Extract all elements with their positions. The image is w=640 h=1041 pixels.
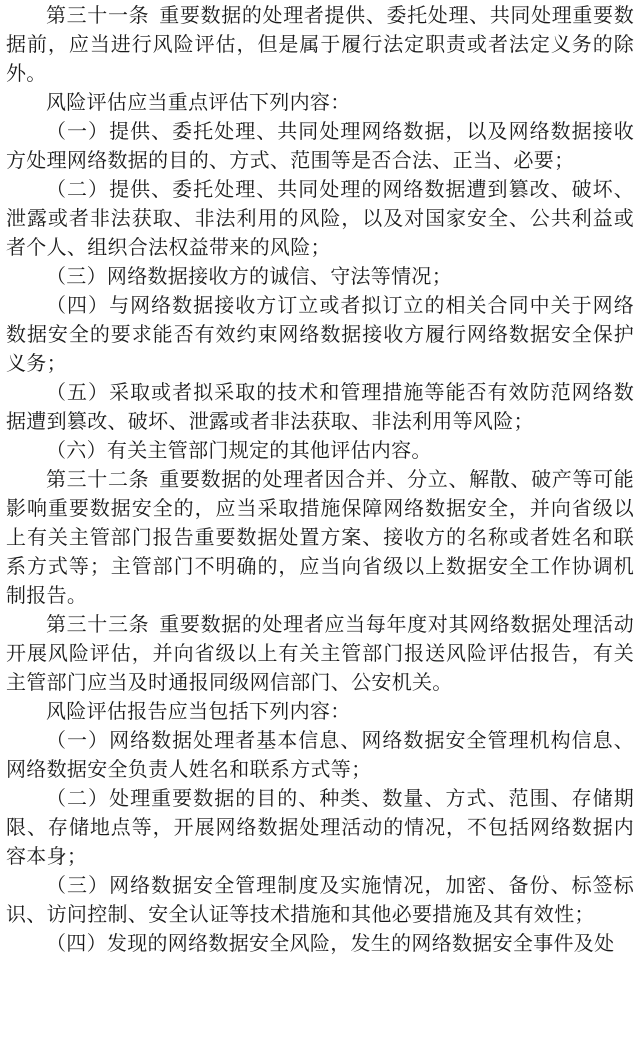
paragraph-text: （一）网络数据处理者基本信息、网络数据安全管理机构信息、网络数据安全负责人姓名和联系方式等；	[6, 728, 634, 781]
list-intro-paragraph	[6, 697, 634, 726]
article-32-paragraph	[6, 465, 634, 610]
paragraph-text: （三）网络数据接收方的诚信、守法等情况；	[46, 264, 452, 288]
paragraph-text: （一）提供、委托处理、共同处理网络数据，以及网络数据接收方处理网络数据的目的、方式、范围等是否合法、正当、必要；	[6, 119, 634, 172]
list-item-paragraph	[6, 378, 634, 436]
paragraph-text: 风险评估应当重点评估下列内容：	[46, 90, 351, 114]
article-heading: 第三十一条	[46, 3, 150, 27]
paragraph-text: 重要数据的处理者提供、委托处理、共同处理重要数据前，应当进行风险评估，但是属于履行法定职责或者法定义务的除外。	[6, 3, 634, 85]
paragraph-text: 风险评估报告应当包括下列内容：	[46, 699, 351, 723]
list-item-paragraph	[6, 291, 634, 378]
list-item-paragraph	[6, 871, 634, 929]
list-item-paragraph	[6, 175, 634, 262]
paragraph-text: （六）有关主管部门规定的其他评估内容。	[46, 438, 432, 462]
paragraph-text: （三）网络数据安全管理制度及实施情况，加密、备份、标签标识、访问控制、安全认证等技术措施和其他必要措施及其有效性；	[6, 873, 634, 926]
list-item-paragraph	[6, 784, 634, 871]
list-item-paragraph	[6, 726, 634, 784]
article-31-paragraph	[6, 1, 634, 88]
list-intro-paragraph	[6, 88, 634, 117]
article-heading: 第三十三条	[46, 612, 150, 636]
paragraph-text: （四）与网络数据接收方订立或者拟订立的相关合同中关于网络数据安全的要求能否有效约束网络数据接收方履行网络数据安全保护义务；	[6, 293, 634, 375]
paragraph-text: （二）处理重要数据的目的、种类、数量、方式、范围、存储期限、存储地点等，开展网络数据处理活动的情况，不包括网络数据内容本身；	[6, 786, 634, 868]
list-item-paragraph	[6, 262, 634, 291]
list-item-paragraph	[6, 929, 634, 958]
document-body	[6, 1, 634, 958]
list-item-paragraph	[6, 436, 634, 465]
paragraph-text: （二）提供、委托处理、共同处理的网络数据遭到篡改、破坏、泄露或者非法获取、非法利用的风险，以及对国家安全、公共利益或者个人、组织合法权益带来的风险；	[6, 177, 634, 259]
paragraph-text: 重要数据的处理者因合并、分立、解散、破产等可能影响重要数据安全的，应当采取措施保障网络数据安全，并向省级以上有关主管部门报告重要数据处置方案、接收方的名称或者姓名和联系方式等；主管部门不明确的，应当向省级以上数据安全工作协调机制报告。	[6, 467, 634, 607]
article-33-paragraph	[6, 610, 634, 697]
paragraph-text: 重要数据的处理者应当每年度对其网络数据处理活动开展风险评估，并向省级以上有关主管部门报送风险评估报告，有关主管部门应当及时通报同级网信部门、公安机关。	[6, 612, 634, 694]
list-item-paragraph	[6, 117, 634, 175]
article-heading: 第三十二条	[46, 467, 150, 491]
paragraph-text: （四）发现的网络数据安全风险，发生的网络数据安全事件及处	[46, 931, 615, 955]
paragraph-text: （五）采取或者拟采取的技术和管理措施等能否有效防范网络数据遭到篡改、破坏、泄露或者非法获取、非法利用等风险；	[6, 380, 634, 433]
